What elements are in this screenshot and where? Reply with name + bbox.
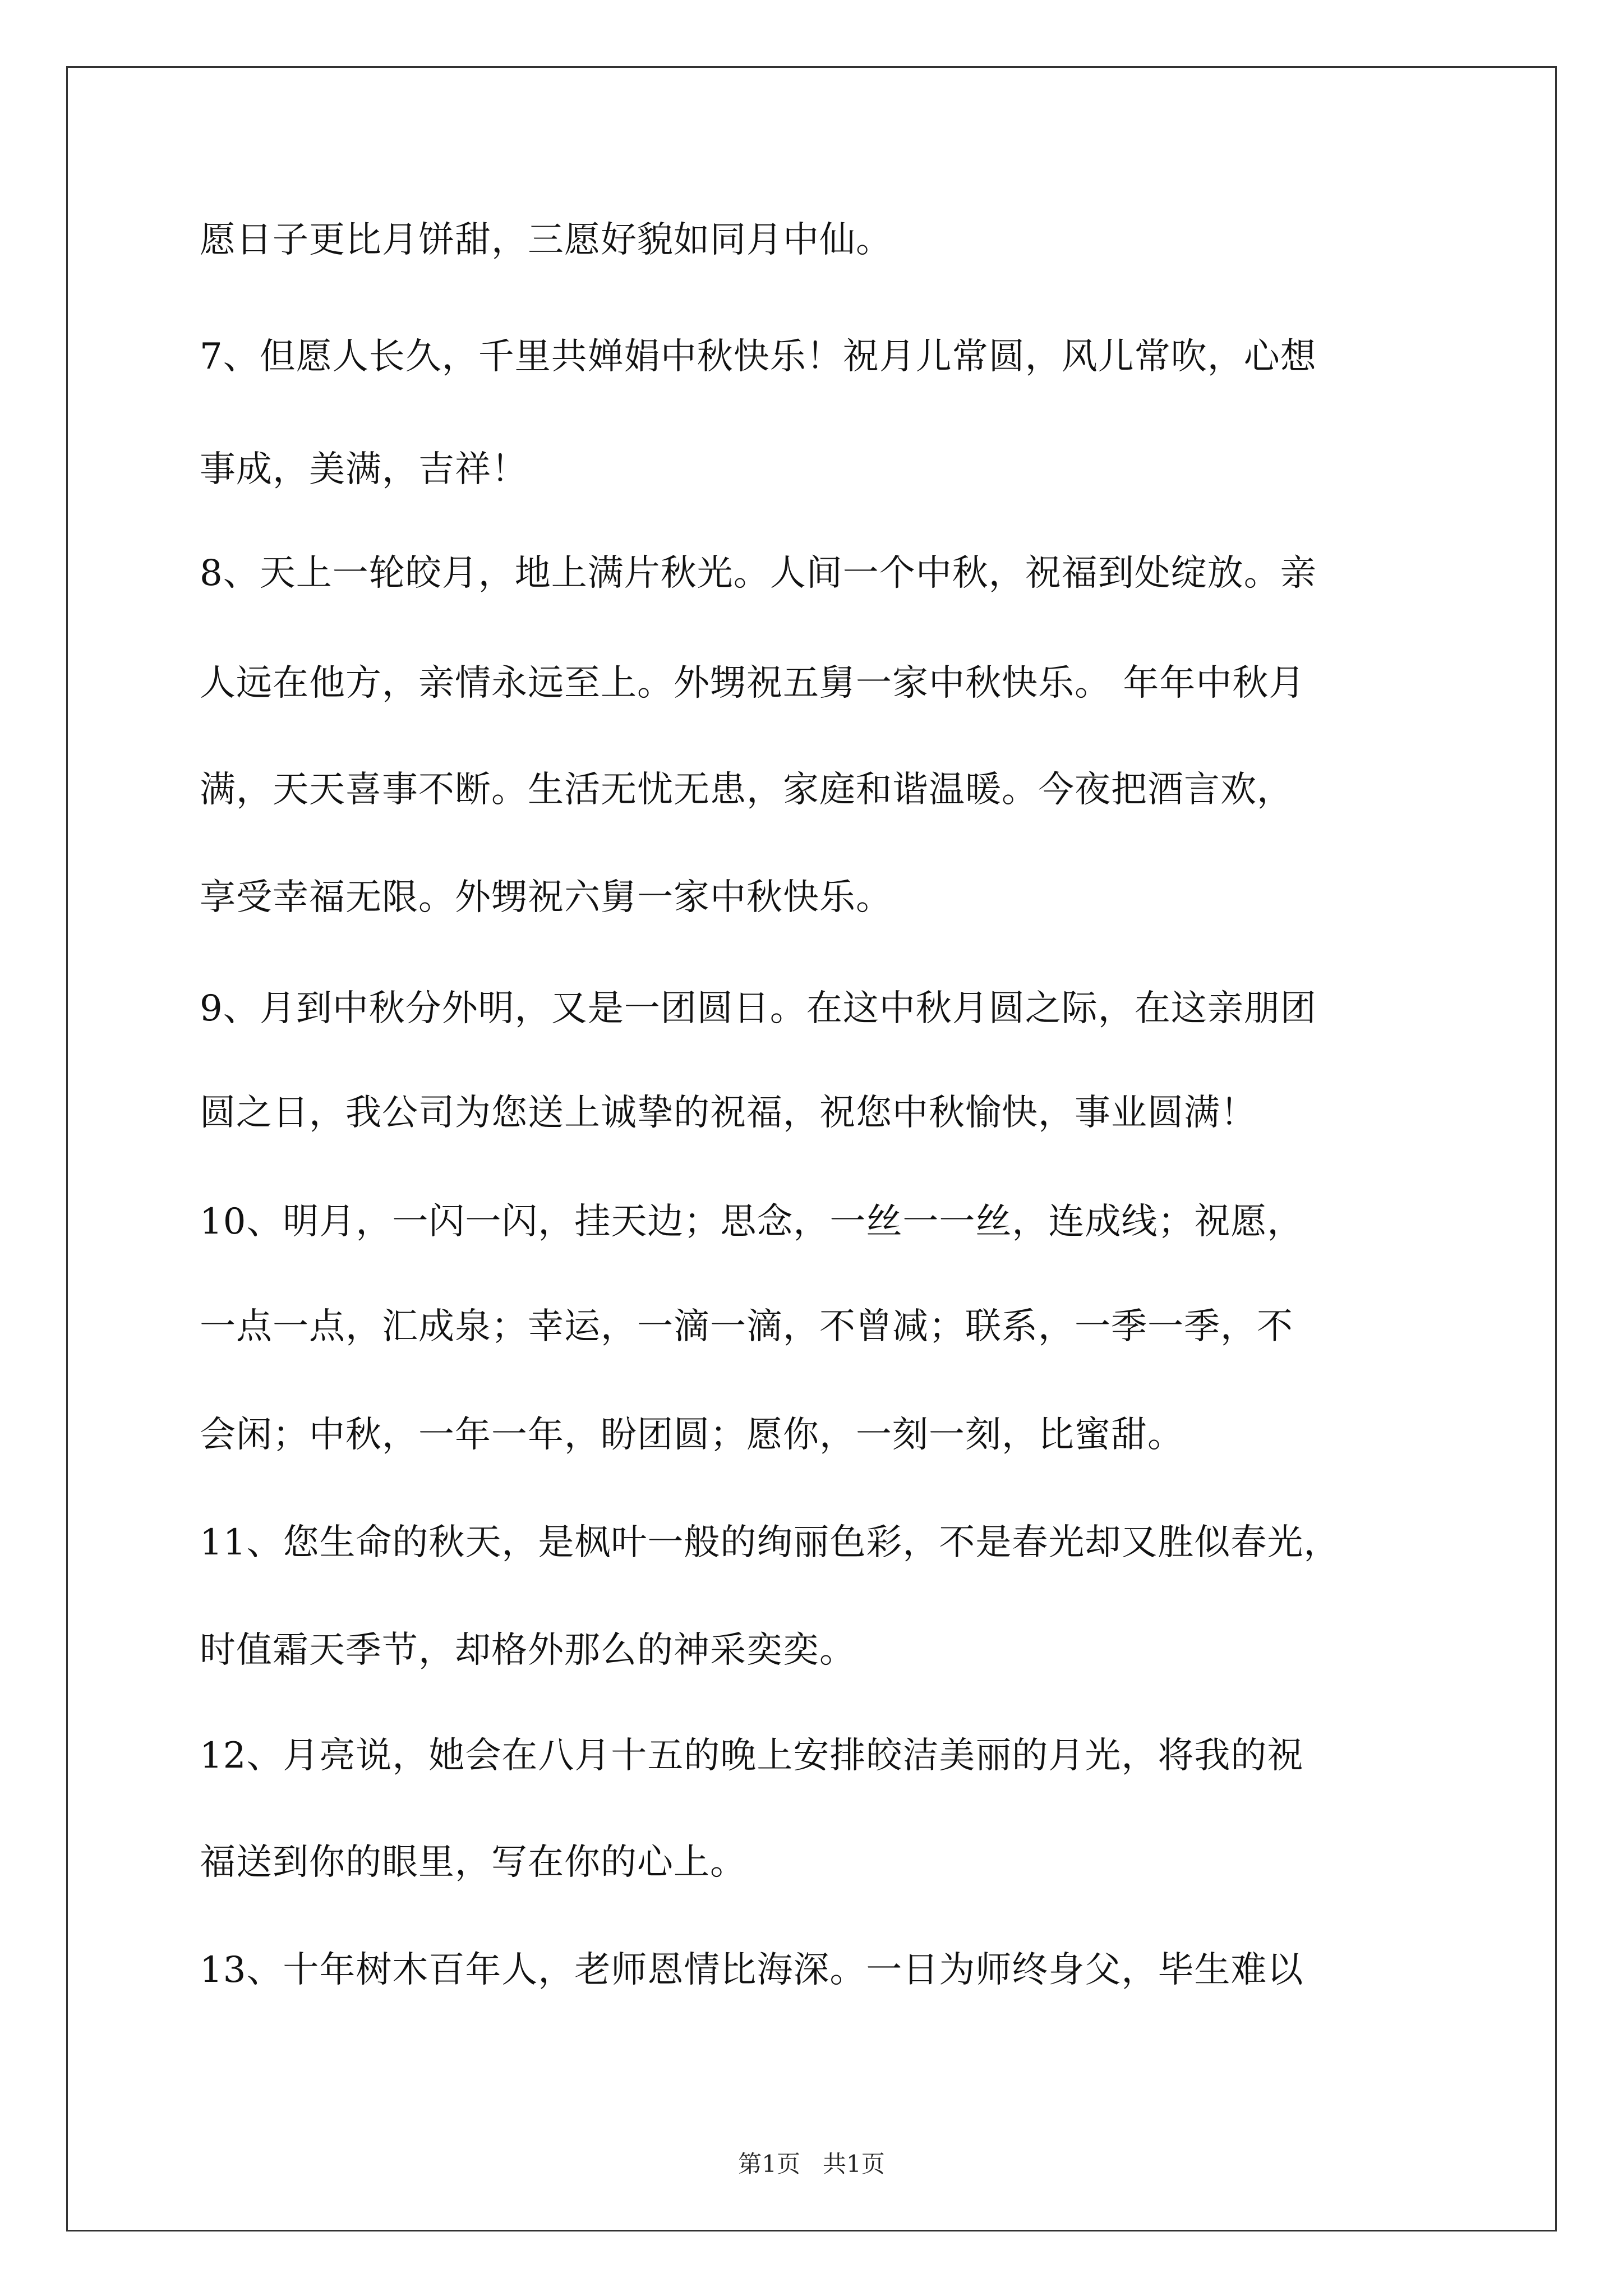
text-line: 8、天上一轮皎月，地上满片秋光。人间一个中秋，祝福到处绽放。亲: [200, 553, 1317, 594]
page-footer: 第1页 共1页: [738, 2150, 885, 2178]
text-line: 享受幸福无限。外甥祝六舅一家中秋快乐。: [200, 877, 892, 918]
text-line: 满，天天喜事不断。生活无忧无患，家庭和谐温暖。今夜把酒言欢，: [200, 769, 1293, 811]
text-line: 7、但愿人长久，千里共婵娟中秋快乐！祝月儿常圆，风儿常吹，心想: [200, 336, 1317, 378]
text-line: 愿日子更比月饼甜，三愿好貌如同月中仙。: [200, 219, 892, 261]
text-line: 时值霜天季节，却格外那么的神采奕奕。: [200, 1630, 856, 1671]
text-line: 事成，美满，吉祥！: [200, 449, 528, 490]
text-line: 13、十年树木百年人，老师恩情比海深。一日为师终身父，毕生难以: [200, 1949, 1304, 1991]
text-line: 人远在他方，亲情永远至上。外甥祝五舅一家中秋快乐。 年年中秋月: [200, 662, 1306, 704]
page-border: [66, 66, 1557, 2231]
text-line: 10、明月，一闪一闪，挂天边；思念，一丝一一丝，连成线；祝愿，: [200, 1201, 1304, 1243]
text-line: 12、月亮说，她会在八月十五的晚上安排皎洁美丽的月光，将我的祝: [200, 1735, 1304, 1777]
text-line: 圆之日，我公司为您送上诚挚的祝福，祝您中秋愉快，事业圆满！: [200, 1092, 1257, 1134]
text-line: 会闲；中秋，一年一年，盼团圆；愿你，一刻一刻，比蜜甜。: [200, 1414, 1184, 1456]
text-line: 一点一点，汇成泉；幸运，一滴一滴，不曾减；联系，一季一季，不: [200, 1306, 1293, 1347]
text-line: 9、月到中秋分外明，又是一团圆日。在这中秋月圆之际，在这亲朋团: [200, 988, 1317, 1029]
text-line: 11、您生命的秋天，是枫叶一般的绚丽色彩，不是春光却又胜似春光，: [200, 1522, 1340, 1563]
text-line: 福送到你的眼里，写在你的心上。: [200, 1842, 746, 1883]
